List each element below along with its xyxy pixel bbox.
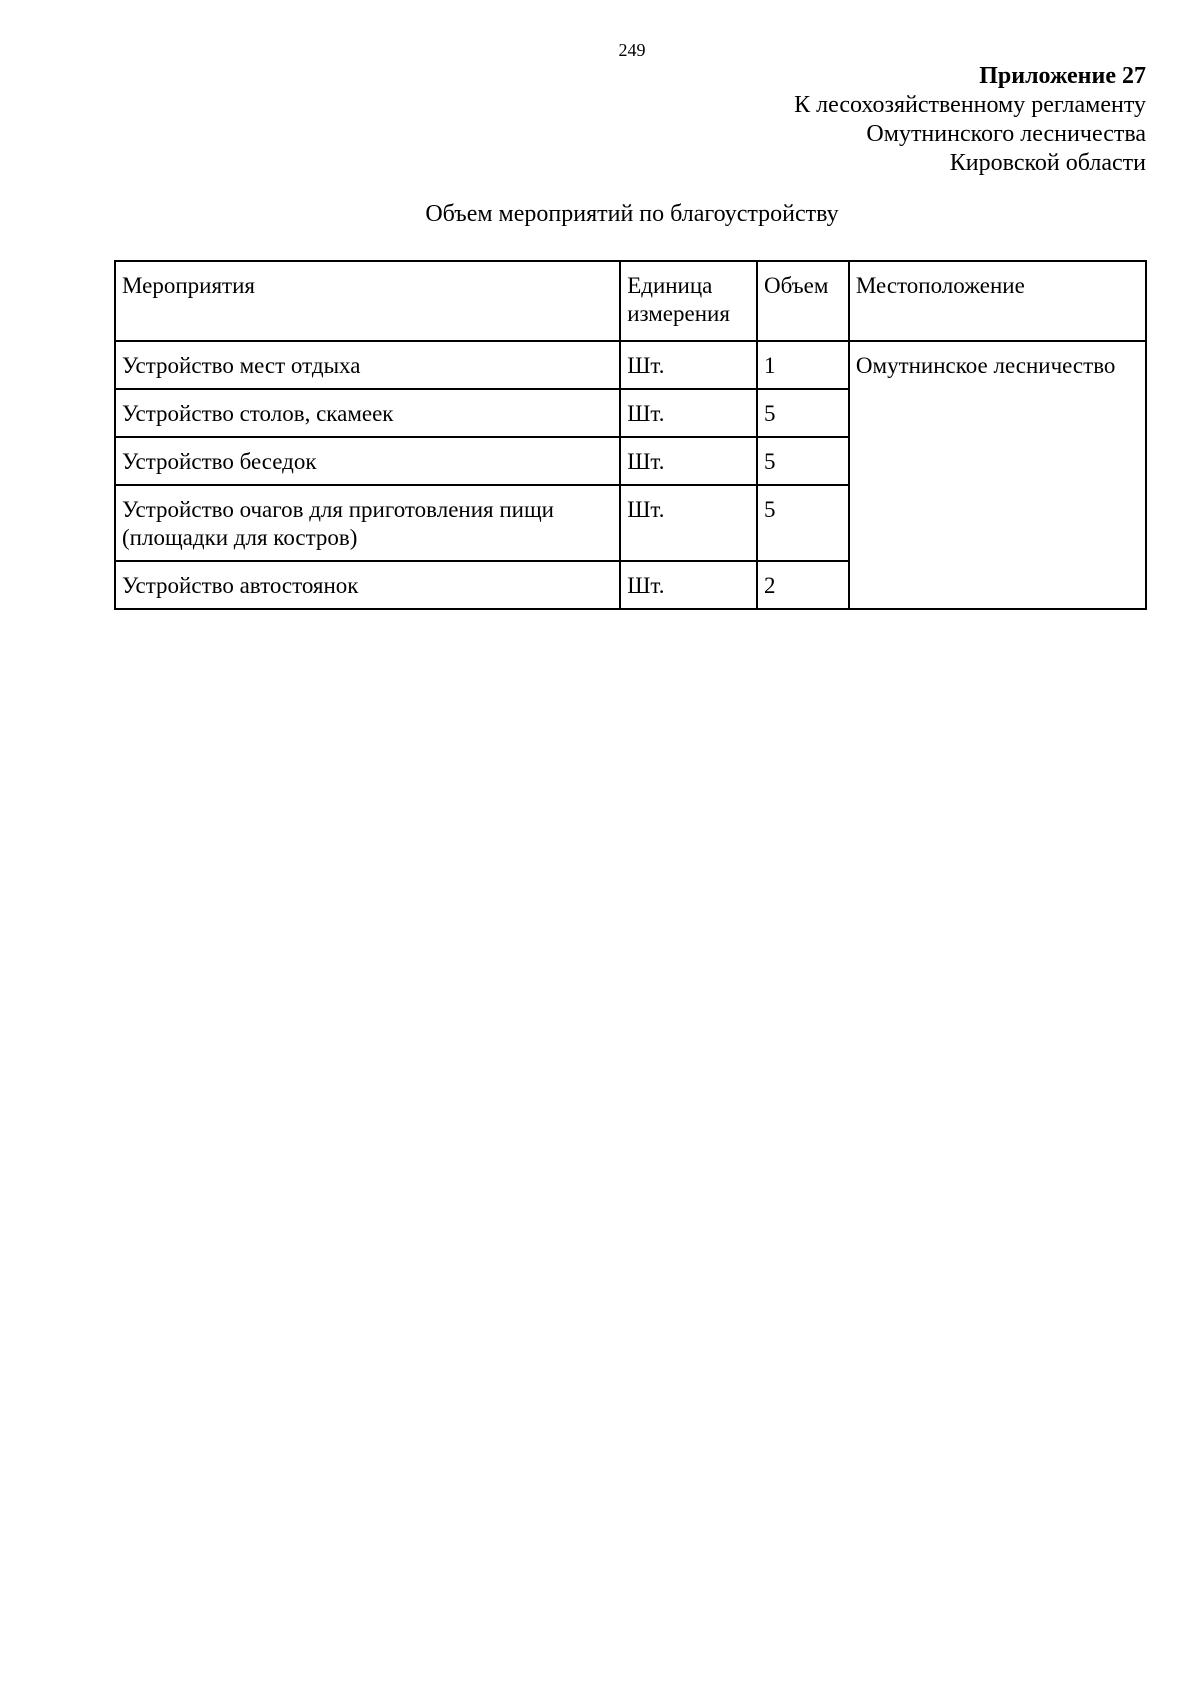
- appendix-title: Приложение 27: [979, 63, 1146, 89]
- appendix-line-3: Кировской области: [949, 150, 1146, 176]
- table-header-row: [115, 261, 1146, 341]
- appendix-line-2: Омутнинского лесничества: [866, 121, 1146, 147]
- cell-activity: Устройство очагов для приготовления пищи (площадки для костров): [115, 485, 620, 561]
- cell-unit: Шт.: [620, 561, 757, 609]
- header-activity: Мероприятия: [115, 261, 620, 341]
- cell-activity: Устройство автостоянок: [115, 561, 620, 609]
- cell-unit: Шт.: [620, 341, 757, 389]
- document-title: Объем мероприятий по благоустройству: [425, 201, 839, 227]
- header-unit: Единица измерения: [620, 261, 757, 341]
- cell-volume: 1: [757, 341, 849, 389]
- measures-table: [114, 260, 1147, 610]
- header-volume: Объем: [757, 261, 849, 341]
- page-number: 249: [618, 40, 646, 60]
- header-location: Местоположение: [849, 261, 1146, 341]
- cell-activity: Устройство мест отдыха: [115, 341, 620, 389]
- cell-location: Омутнинское лесничество: [849, 341, 1146, 609]
- cell-volume: 2: [757, 561, 849, 609]
- cell-volume: 5: [757, 389, 849, 437]
- cell-volume: 5: [757, 485, 849, 561]
- appendix-line-1: К лесохозяйственному регламенту: [794, 92, 1146, 118]
- table-row: [115, 341, 1146, 389]
- cell-unit: Шт.: [620, 389, 757, 437]
- cell-unit: Шт.: [620, 437, 757, 485]
- cell-activity: Устройство столов, скамеек: [115, 389, 620, 437]
- cell-activity: Устройство беседок: [115, 437, 620, 485]
- cell-unit: Шт.: [620, 485, 757, 561]
- appendix-block: [794, 62, 1146, 178]
- cell-volume: 5: [757, 437, 849, 485]
